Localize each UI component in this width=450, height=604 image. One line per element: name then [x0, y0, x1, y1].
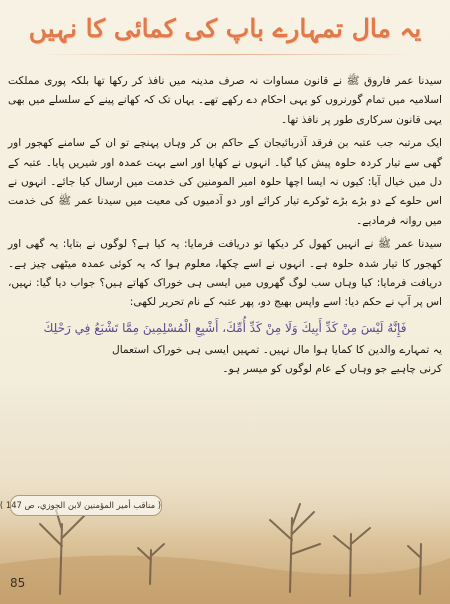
- page-number: 85: [10, 576, 26, 590]
- paragraph-3: سیدنا عمر ﷺ نے انہیں کھول کر دیکھا تو دریافت فرمایا: یہ کیا ہے؟ لوگوں نے بتایا: یہ گھی اور کھجور کا تیار شدہ حلوہ ہے۔ انہوں نے اسے چکھا، معلوم ہوا کہ یہ کوئی عمدہ میٹھی چیز ہے۔ دریافت فرمایا: کیا وہاں سب لوگ گھروں میں ایسی ہی خوراک کھاتے ہیں؟ جواب دیا گیا: نہیں، اس پر آپ نے حکم دیا: اسے واپس بھیج دو، پھر عتبہ کے نام تحریر لکھی:: [8, 238, 442, 309]
- arabic-quote: فَإِنَّهُ لَيْسَ مِنْ كَدِّ أَبِيكَ وَلَا مِنْ كَدِّ أُمِّكَ، أَشْبِعِ الْمُسْلِمِينَ مِمَّا تَشْبَعُ فِي رَحْلِكَ: [43, 320, 407, 335]
- title-divider: [36, 54, 414, 55]
- page-title: یہ مال تمہارے باپ کی کمائی کا نہیں: [28, 14, 422, 43]
- desert-landscape-illustration: [0, 454, 450, 604]
- quote-translation: یہ تمہارے والدین کا کمایا ہوا مال نہیں۔ تمہیں ایسی ہی خوراک استعمال کرنی چاہیے جو وہاں کے عام لوگوں کو میسر ہو۔: [112, 343, 442, 376]
- paragraph-1: سیدنا عمر فاروق ﷺ نے قانون مساوات نہ صرف مدینہ میں نافذ کر رکھا تھا بلکہ پوری مملکت اسلامیہ میں تمام گورنروں کو یہی احکام دے رکھے تھے۔ یہاں تک کہ کھانے پینے کے سلسلے میں بھی یہی قانون سرکاری طور پر نافذ تھا۔: [8, 75, 442, 126]
- paragraph-2: ایک مرتبہ جب عتبہ بن فرقد آذربائیجان کے حاکم بن کر وہاں پہنچے تو ان کے سامنے کھجور اور گھی سے تیار کردہ حلوہ پیش کیا گیا۔ انہوں نے کھایا اور اسے بہت عمدہ اور شیریں پایا۔ عتبہ کے دل میں خیال آیا: کیوں نہ ایسا اچھا حلوہ امیر المومنین کی خدمت میں ارسال کیا جائے۔ انہوں نے اس حلوے کے دو بڑے بڑے ٹوکرے تیار کرائے اور دو آدمیوں کی معیت میں سیدنا عمر ﷺ کی خدمت میں روانہ فرمادیے۔: [8, 137, 442, 227]
- article-body: [8, 72, 442, 380]
- source-citation: ( مناقب أمير المؤمنين لابن الجوزي، ص 147 ): [10, 495, 162, 516]
